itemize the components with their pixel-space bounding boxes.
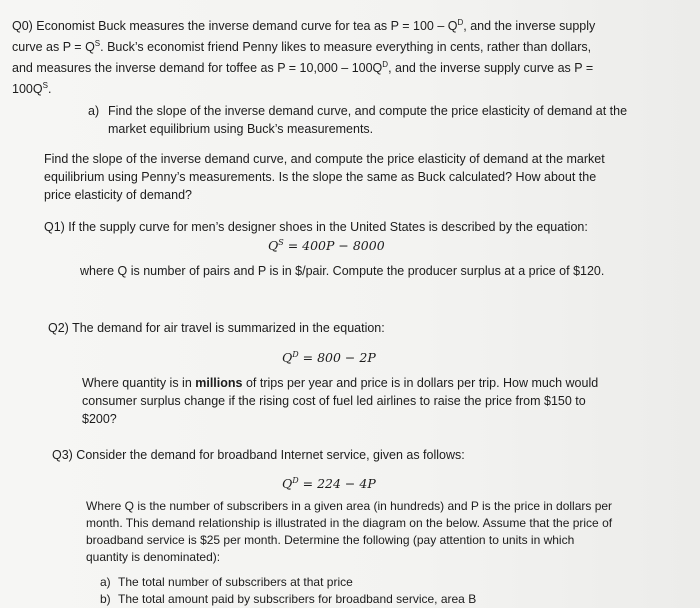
q0-line1-sup: D	[457, 18, 464, 27]
q3-equation	[282, 472, 376, 493]
q0-line4-sup: S	[42, 81, 48, 90]
q3-question: Q3) Consider the demand for broadband Internet service, given as follows:	[52, 448, 465, 462]
q1-eq-sup: S	[278, 238, 284, 247]
q0-paragraph	[12, 14, 652, 98]
q0-line3-sup: D	[382, 60, 389, 69]
q3-eq-sup: D	[292, 476, 299, 485]
q3-followup: Where Q is the number of subscribers in a given area (in hundreds) and P is the price in dollars per month. This demand relationship is illustrated in the diagram on the below. Assume that the price of broadband service is $25 per month. Determine the following (pay attention to units in which quantity is denominated):	[86, 499, 613, 564]
q3-eq-rhs: = 224 − 4P	[298, 476, 376, 491]
q1-eq-rhs: = 400P − 8000	[283, 238, 385, 253]
q2-eq-lhs: Q	[282, 350, 293, 365]
q2-followup	[82, 374, 622, 428]
q0-line1-text: Q0) Economist Buck measures the inverse demand curve for tea as P = 100 – Q	[12, 19, 458, 33]
q3-item-a	[100, 574, 353, 591]
q0-line2-sup: S	[94, 39, 101, 48]
q0-part-a-label: a)	[88, 104, 100, 118]
q1-followup: where Q is number of pairs and P is in $/pair. Compute the producer surplus at a price of $120.	[80, 264, 605, 278]
q0-line2-tail: . Buck’s economist friend Penny likes to measure everything in cents, rather than dollars,	[100, 40, 592, 54]
q0-part-a-text: Find the slope of the inverse demand curve, and compute the price elasticity of demand at the market equilibrium using Buck’s measurements.	[108, 104, 628, 136]
q2-followup-tail: of trips per year and price is in dollars per trip. How much would consumer surplus change if the rising cost of fuel led airlines to raise the price from $150 to $200?	[82, 376, 599, 426]
q0-line4-text: 100Q	[12, 82, 43, 96]
q0-line4-tail: .	[47, 82, 52, 96]
q3-eq-lhs: Q	[282, 476, 293, 491]
q0-line3-text: and measures the inverse demand for toffee as P = 10,000 – 100Q	[12, 61, 383, 75]
q0-part-b: Find the slope of the inverse demand curve, and compute the price elasticity of demand at the market equilibrium using Penny’s measurements. Is the slope the same as Buck calculated? How about the price elasticity of demand?	[44, 152, 605, 202]
q3-item-b	[100, 591, 476, 608]
q0-part-a	[88, 102, 628, 138]
q2-followup-bold: millions	[195, 376, 243, 390]
q1-question: Q1) If the supply curve for men’s designer shoes in the United States is described by the equation:	[44, 220, 588, 234]
q0-line1-tail: , and the inverse supply	[463, 19, 596, 33]
q3-item-a-label: a)	[100, 575, 111, 589]
q2-followup-text: Where quantity is in	[82, 376, 196, 390]
q2-eq-sup: D	[292, 350, 299, 359]
q0-line2-text: curve as P = Q	[12, 40, 95, 54]
q3-item-a-text: The total number of subscribers at that price	[118, 575, 353, 589]
q2-eq-rhs: = 800 − 2P	[298, 350, 376, 365]
q2-equation	[282, 346, 376, 367]
q1-equation	[268, 234, 385, 255]
q3-item-b-label: b)	[100, 592, 111, 606]
q0-line3-tail: , and the inverse supply curve as P =	[388, 61, 594, 75]
q2-question: Q2) The demand for air travel is summarized in the equation:	[48, 321, 385, 335]
q1-eq-lhs: Q	[268, 238, 279, 253]
q3-item-b-text: The total amount paid by subscribers for broadband service, area B	[118, 592, 477, 606]
